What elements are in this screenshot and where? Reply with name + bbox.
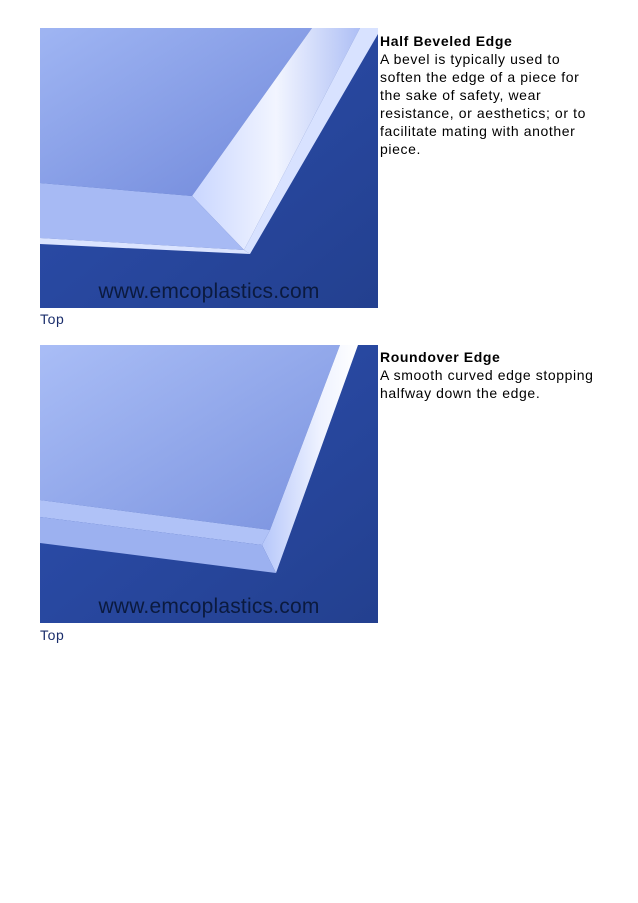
roundover-edge-photo	[40, 345, 378, 623]
half-beveled-edge-illustration	[40, 28, 378, 308]
half-beveled-edge-photo	[40, 28, 378, 308]
half-beveled-edge-description	[380, 32, 602, 158]
watermark-text: www.emcoplastics.com	[98, 280, 320, 303]
roundover-edge-text: A smooth curved edge stopping halfway down the edge.	[380, 367, 594, 401]
roundover-edge-title: Roundover Edge	[380, 349, 501, 365]
half-beveled-edge-title: Half Beveled Edge	[380, 33, 513, 49]
half-beveled-edge-text: A bevel is typically used to soften the edge of a piece for the sake of safety, wear resistance, or aesthetics; or to facilitate mating with another piece.	[380, 51, 586, 157]
roundover-edge-illustration	[40, 345, 378, 623]
top-link[interactable]: Top	[40, 627, 65, 643]
top-link[interactable]: Top	[40, 311, 65, 327]
roundover-edge-description	[380, 348, 602, 402]
watermark-text: www.emcoplastics.com	[98, 595, 320, 618]
